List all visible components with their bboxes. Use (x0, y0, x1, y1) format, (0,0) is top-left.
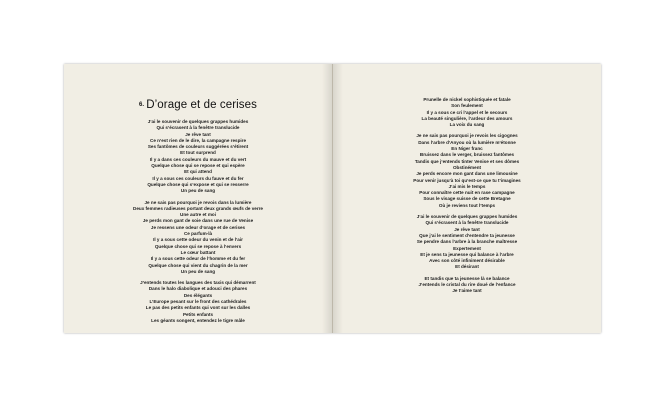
verse-line: Ses fantômes de couleurs suggérées s’étirent (147, 144, 249, 150)
right-stanzas (333, 97, 601, 295)
verse-line: Le pas des petits enfants qui vont sur les dalles (145, 305, 251, 311)
verse-line: Qui s’écrasent à la fenêtre translucide (156, 125, 240, 131)
stanza (64, 119, 332, 195)
verse-line: Il y a sous ces couleurs du fauve et du fer (152, 175, 244, 181)
verse-line: Je ressens une odeur d’orage et de cerises (150, 224, 246, 230)
left-page-column (64, 64, 332, 329)
poem-title-text: D’orage et de cerises (146, 99, 257, 111)
verse-line: Et tout surprend (180, 150, 216, 156)
verse-line: Quelque chose qui s’expose et qui se resserre (147, 181, 249, 187)
verse-line: Je perds encore mon gant dans une limousine (416, 171, 518, 177)
verse-line: J’ai le souvenir de quelques grappes humides (147, 119, 249, 124)
verse-line: Expertement (453, 245, 481, 251)
verse-line: J’entends le cristal du rire doué de l’enfance (418, 282, 516, 288)
verse-line: Sous le visage suisse de cette Bretagne (423, 196, 511, 202)
right-page (333, 64, 601, 333)
stanza (333, 214, 601, 271)
verse-line: Où je reviens tout l’temps (438, 202, 496, 208)
verse-line: Ce parfum-là (183, 231, 213, 237)
verse-line: Je rêve tant (185, 131, 211, 137)
verse-line: Quelque chose qui se repose et qui espère (151, 163, 245, 169)
verse-line: Se pendre dans l’arbre à la branche maîtresse (416, 239, 518, 245)
poem-title (64, 98, 332, 112)
stanza (333, 276, 601, 295)
verse-line: Des élégants (183, 292, 213, 298)
verse-line: Son feulement (451, 103, 483, 109)
verse-line: Pour connaître cette nuit en rase campagne (419, 190, 515, 196)
left-page (64, 64, 332, 333)
verse-line: Et qui attend (184, 169, 212, 175)
verse-line: Et tandis que ta jeunesse là se balance (424, 275, 510, 281)
verse-line: J’ai mis le temps (448, 183, 486, 189)
verse-line: Deux femmes radieuses portant deux grands œufs de verre (133, 205, 263, 211)
verse-line: Et désirant (455, 264, 479, 270)
verse-line: Un peu de sang (180, 268, 216, 274)
verse-line: Je t’aime tant (452, 288, 482, 294)
verse-line: Il y a sous cette odeur du venin et de l’air (153, 237, 243, 243)
verse-line: L’Europe pesant sur le front des cathédrales (149, 299, 247, 305)
verse-line: Je rêve tant (454, 226, 480, 232)
verse-line: Quelque chose qui vient du chagrin de la mer (148, 262, 248, 268)
verse-line: J’ai le souvenir de quelques grappes humides (416, 214, 518, 220)
stanza (64, 200, 332, 276)
stanza (64, 280, 332, 324)
verse-line: En Niger franc (451, 146, 483, 152)
verse-line: Tandis que j’entends tinter Venise et ses dômes (414, 158, 520, 164)
verse-line: Il y a sous ce cri l’appel et le secours (426, 109, 508, 115)
verse-line: Une autre et moi (180, 212, 216, 218)
verse-line: Quelque chose qui se repose à l’envers (154, 243, 242, 249)
verse-line: Dans le halo diabolique et adouci des phares (148, 286, 248, 292)
verse-line: Ce n’est rien de le dire, la campagne respire (150, 137, 246, 143)
verse-line: Avec son côté infiniment désirable (429, 258, 505, 264)
verse-line: Petits enfants (182, 311, 214, 317)
verse-line: Prunelle de nickel sophistiquée et fatale (423, 97, 511, 102)
right-page-column (333, 64, 601, 300)
stanza (333, 133, 601, 209)
verse-line: Et je sens ta jeunesse qui balance à l’arbre (420, 251, 514, 257)
verse-line: Les géants songent, entendez le tigre mâle (151, 317, 245, 323)
verse-line: Bruissez dans le verger, bruissez fantômes (419, 152, 515, 158)
verse-line: Il y a sous cette odeur de l’homme et du fer (150, 256, 246, 262)
verse-line: Dans l’arbre d’Anyou où la lumière m’étonne (418, 139, 516, 145)
left-stanzas (64, 119, 332, 324)
verse-line: Pour venir jusqu’à toi qu’est-ce que tu t’imagines (413, 177, 521, 183)
verse-line: Je ne sais pas pourquoi je revois les cigognes (416, 133, 518, 139)
poem-number: 6. (139, 102, 145, 108)
verse-line: La beauté singulière, l’ardeur des amours (421, 115, 513, 121)
stanza (333, 97, 601, 128)
verse-line: Il y a dans ces couleurs du mauve et du vert (149, 156, 247, 162)
verse-line: Obstinément (452, 164, 482, 170)
verse-line: Un peu de sang (180, 188, 216, 194)
verse-line: La voix du sang (449, 122, 485, 128)
verse-line: Que j’ai le sentiment d’entendre ta jeunesse (419, 232, 515, 238)
verse-line: Le cœur battant (180, 249, 216, 255)
verse-line: Je ne sais pas pourquoi je revois dans la lumière (144, 199, 252, 205)
verse-line: J’entends toutes les langues des taxis qui démarrent (140, 280, 256, 286)
verse-line: Qui s’écrasent à la fenêtre translucide (425, 220, 509, 226)
verse-line: Je perds mon gant de soie dans une rue de Venise (142, 218, 254, 224)
open-book (64, 64, 601, 333)
